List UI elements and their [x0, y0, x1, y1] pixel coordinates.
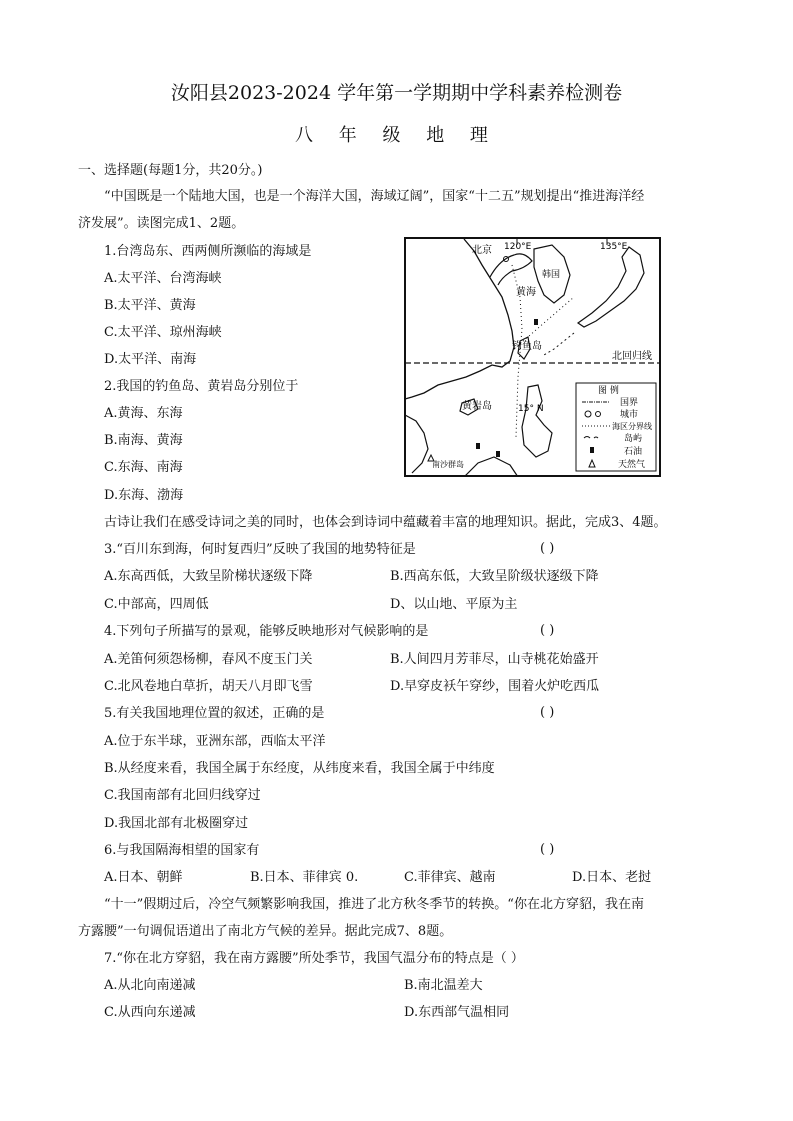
q6-option-b: B.日本、菲律宾 0. — [250, 870, 359, 885]
intro3-line1: “十一”假期过后，冷空气频繁影响我国，推进了北方秋冬季节的转换。“你在北方穿貂，我在南 — [104, 897, 644, 912]
q4-option-b: B.人间四月芳菲尽，山寺桃花始盛开 — [390, 652, 599, 667]
legend-island: 岛屿 — [624, 434, 643, 444]
q2-option-c: C.东海、南海 — [104, 460, 183, 475]
intro1-line1: “中国既是一个陆地大国，也是一个海洋大国，海域辽阔”，国家“十二五”规划提出“推进海洋经 — [104, 189, 645, 204]
q1-option-d: D.太平洋、南海 — [104, 352, 197, 367]
map-label-tropic: 北回归线 — [612, 351, 652, 362]
q3-option-b: B.西高东低，大致呈阶级状逐级下降 — [390, 569, 599, 584]
q7-option-d: D.东西部气温相同 — [404, 1005, 510, 1020]
q7-option-a: A.从北向南递减 — [104, 978, 196, 993]
q7-option-c: C.从西向东递减 — [104, 1005, 196, 1020]
q2-option-b: B.南海、黄海 — [104, 433, 183, 448]
q6-answer-blank[interactable]: ( ) — [540, 842, 555, 857]
q1-stem: 1.台湾岛东、西两侧所濒临的海域是 — [104, 244, 312, 259]
q5-option-b: B.从经度来看，我国全属于东经度，从纬度来看，我国全属于中纬度 — [104, 761, 495, 776]
map-label-beijing: 北京 — [472, 245, 492, 256]
q7-stem: 7.“你在北方穿貂，我在南方露腰”所处季节，我国气温分布的特点是（ ） — [104, 951, 524, 966]
map-label-yellow-sea: 黄海 — [516, 287, 536, 298]
q6-option-a: A.日本、朝鲜 — [104, 870, 183, 885]
q2-option-a: A.黄海、东海 — [104, 406, 183, 421]
q5-option-a: A.位于东半球，亚洲东部，西临太平洋 — [104, 734, 326, 749]
q1-option-b: B.太平洋、黄海 — [104, 298, 196, 313]
q6-option-d: D.日本、老挝 — [572, 870, 652, 885]
q4-option-a: A.羌笛何须怨杨柳，春风不度玉门关 — [104, 652, 313, 667]
map-legend — [576, 383, 656, 471]
q5-stem: 5.有关我国地理位置的叙述，正确的是 — [104, 706, 325, 721]
q5-option-c: C.我国南部有北回归线穿过 — [104, 788, 261, 803]
q3-answer-blank[interactable]: ( ) — [540, 541, 555, 556]
q4-option-d: D.早穿皮袄午穿纱，围着火炉吃西瓜 — [390, 679, 600, 694]
q4-answer-blank[interactable]: ( ) — [540, 623, 555, 638]
legend-gas: 天然气 — [618, 460, 646, 470]
intro3-line2: 方露腰”一句调侃语道出了南北方气候的差异。据此完成7、8题。 — [78, 924, 453, 939]
map-label-lon120: 120°E — [504, 242, 532, 252]
section-heading: 一、选择题(每题1分，共20分。) — [78, 163, 263, 178]
q5-answer-blank[interactable]: ( ) — [540, 705, 555, 720]
q7-option-b: B.南北温差大 — [404, 978, 483, 993]
intro2: 古诗让我们在感受诗词之美的同时，也体会到诗词中蕴藏着丰富的地理知识。据此，完成3、4题。 — [104, 515, 667, 530]
q3-option-c: C.中部高，四周低 — [104, 597, 209, 612]
q1-option-c: C.太平洋、琼州海峡 — [104, 325, 222, 340]
q5-option-d: D.我国北部有北极圈穿过 — [104, 816, 249, 831]
legend-title: 图 例 — [598, 386, 619, 396]
map-label-korea: 韩国 — [542, 270, 561, 280]
map-label-diaoyu: 钓鱼岛 — [512, 341, 542, 352]
q6-option-c: C.菲律宾、越南 — [404, 870, 496, 885]
q2-stem: 2.我国的钓鱼岛、黄岩岛分别位于 — [104, 379, 299, 394]
q6-stem: 6.与我国隔海相望的国家有 — [104, 843, 260, 858]
q2-option-d: D.东海、渤海 — [104, 488, 184, 503]
legend-sea-boundary: 海区分界线 — [612, 422, 652, 431]
q4-option-c: C.北风卷地白草折，胡天八月即飞雪 — [104, 679, 313, 694]
map-label-lon135: 135°E — [600, 242, 628, 252]
legend-city: 城市 — [620, 410, 639, 420]
legend-oil: 石油 — [624, 447, 643, 457]
q1-option-a: A.太平洋、台湾海峡 — [104, 271, 222, 286]
map-label-south-islands: 南沙群岛 — [432, 460, 464, 469]
q4-stem: 4.下列句子所描写的景观，能够反映地形对气候影响的是 — [104, 624, 429, 639]
legend-border: 国界 — [620, 398, 639, 408]
map-label-huangyan: 黄岩岛 — [462, 401, 492, 412]
q3-stem: 3.“百川东到海，何时复西归”反映了我国的地势特征是 — [104, 542, 416, 557]
q3-option-a: A.东高西低，大致呈阶梯状逐级下降 — [104, 569, 313, 584]
page-subtitle: 八 年 级 地 理 — [295, 125, 498, 146]
map-figure — [404, 237, 661, 477]
map-label-lat15: 15° N — [518, 404, 544, 414]
page-title: 汝阳县2023-2024 学年第一学期期中学科素养检测卷 — [170, 82, 623, 104]
q3-option-d: D、以山地、平原为主 — [390, 597, 518, 612]
intro1-line2: 济发展”。读图完成1、2题。 — [78, 216, 245, 231]
